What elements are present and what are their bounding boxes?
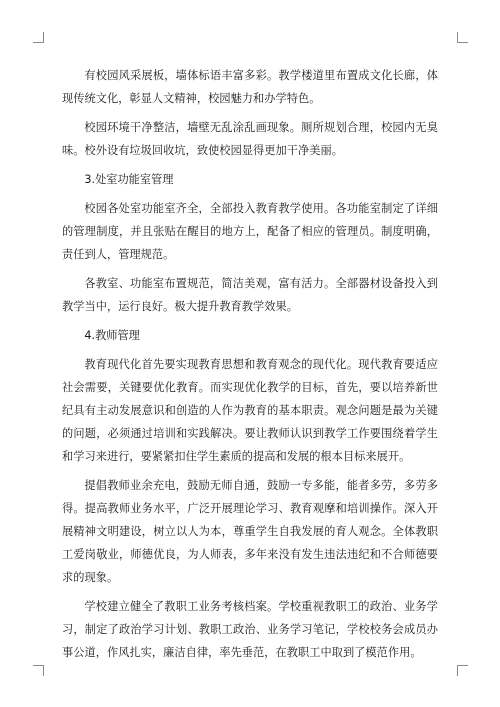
paragraph-teacher-development: 提倡教师业余充电，鼓励无师自通，鼓励一专多能，能者多劳，多劳多得。提高教师业务水平，广泛开展理论学习、教育观摩和培训操作。深入开展精神文明建设，树立以人为本，尊重学生自我发展的育人观念。全体教职工爱岗敬业，师德优良，为人师表，多年来没有发生违法违纪和不合师德要求的现象。 (62, 479, 438, 584)
paragraph-campus-culture: 有校园风采展板，墙体标语丰富多彩。教学楼道里布置成文化长廊，体现传统文化，彰显人文精神，校园魅力和办学特色。 (62, 69, 438, 105)
paragraph-campus-environment: 校园环境干净整洁，墙壁无乱涂乱画现象。厕所规划合理，校园内无臭味。校外设有垃圾回收坑，致使校园显得更加干净美丽。 (62, 121, 438, 157)
paragraph-classroom-layout: 各教室、功能室布置规范，简洁美观，富有活力。全部器材设备投入到教学当中，运行良好。极大提升教育教学效果。 (62, 277, 438, 313)
crop-mark-top-left (33, 32, 44, 43)
section-heading-teacher-management: 4.教师管理 (84, 329, 140, 342)
crop-mark-bottom-right (457, 665, 468, 676)
paragraph-staff-assessment: 学校建立健全了教职工业务考核档案。学校重视教职工的政治、业务学习，制定了政治学习计划、教职工政治、业务学习笔记，学校校务会成员办事公道，作风扎实，廉洁自律，率先垂范，在教职工中取到了模范作用。 (62, 600, 438, 659)
crop-mark-bottom-left (33, 665, 44, 676)
section-heading-office-management: 3.处室功能室管理 (84, 173, 174, 186)
crop-mark-top-right (457, 32, 468, 43)
paragraph-function-rooms: 校园各处室功能室齐全，全部投入教育教学使用。各功能室制定了详细的管理制度，并且张贴在醒目的地方上，配备了相应的管理员。制度明确，责任到人，管理规范。 (62, 202, 438, 261)
paragraph-education-modernization: 教育现代化首先要实现教育思想和教育观念的现代化。现代教育要适应社会需要，关键要优化教育。而实现优化教学的目标，首先，要以培养新世纪具有主动发展意识和创造的人作为教育的基本职责。观念问题是最为关键的问题，必须通过培训和实践解决。要让教师认识到教学工作要围绕着学生和学习来进行，要紧紧扣住学生素质的提高和发展的根本目标来展开。 (62, 358, 438, 463)
document-body (62, 64, 438, 670)
